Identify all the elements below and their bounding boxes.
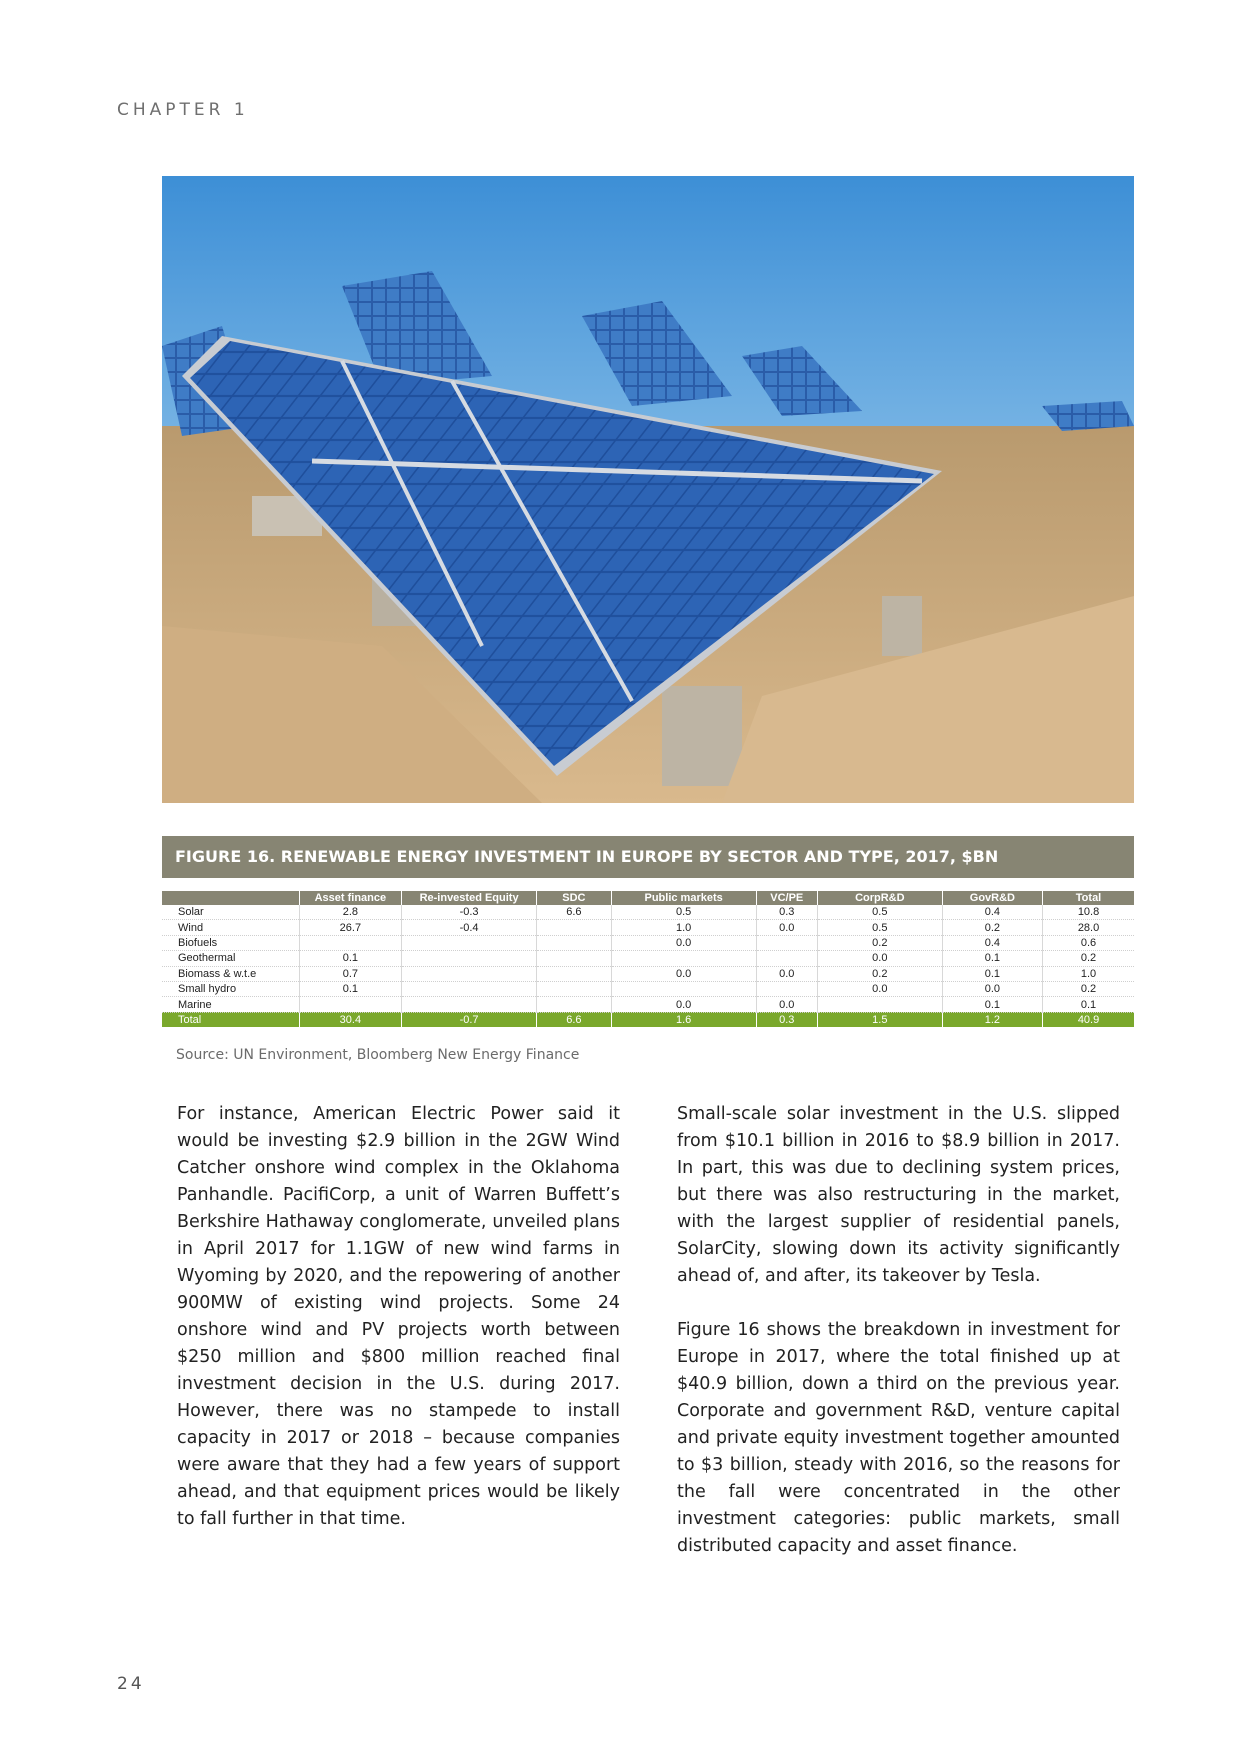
row-label: Marine bbox=[162, 997, 299, 1012]
table-cell bbox=[402, 951, 537, 966]
row-label: Biomass & w.t.e bbox=[162, 966, 299, 981]
table-cell bbox=[402, 981, 537, 996]
table-cell: 0.3 bbox=[756, 905, 817, 920]
row-label: Small hydro bbox=[162, 981, 299, 996]
page-number: 24 bbox=[117, 1674, 145, 1694]
table-cell: 10.8 bbox=[1043, 905, 1134, 920]
column-header: Public markets bbox=[611, 891, 756, 905]
table-cell: 0.0 bbox=[817, 981, 942, 996]
table-cell bbox=[756, 981, 817, 996]
table-row bbox=[162, 920, 1134, 935]
table-cell: 0.4 bbox=[942, 935, 1042, 950]
column-header bbox=[162, 891, 299, 905]
table-cell: 1.5 bbox=[817, 1012, 942, 1027]
column-header: GovR&D bbox=[942, 891, 1042, 905]
table-cell: 0.0 bbox=[611, 997, 756, 1012]
table-cell bbox=[537, 997, 612, 1012]
column-header: Asset finance bbox=[299, 891, 402, 905]
table-cell: 0.6 bbox=[1043, 935, 1134, 950]
table-cell bbox=[299, 997, 402, 1012]
table-cell: 0.0 bbox=[817, 951, 942, 966]
row-label: Wind bbox=[162, 920, 299, 935]
table-cell bbox=[537, 951, 612, 966]
row-label: Biofuels bbox=[162, 935, 299, 950]
table-cell: -0.7 bbox=[402, 1012, 537, 1027]
body-column-left bbox=[177, 1101, 620, 1560]
table-cell bbox=[402, 935, 537, 950]
table-header-row bbox=[162, 891, 1134, 905]
table-row bbox=[162, 981, 1134, 996]
table-cell: 0.1 bbox=[942, 966, 1042, 981]
table-cell: 0.0 bbox=[942, 981, 1042, 996]
table-cell bbox=[299, 935, 402, 950]
table-cell bbox=[402, 966, 537, 981]
table-cell bbox=[537, 920, 612, 935]
table-cell: 26.7 bbox=[299, 920, 402, 935]
solar-panels-photo bbox=[162, 176, 1134, 803]
table-cell: 0.0 bbox=[611, 966, 756, 981]
table-row bbox=[162, 966, 1134, 981]
row-label: Total bbox=[162, 1012, 299, 1027]
table-cell bbox=[611, 951, 756, 966]
paragraph: Small-scale solar investment in the U.S. slipped from $10.1 billion in 2016 to $8.9 billion in 2017. In part, this was due to declining system prices, but there was also restructuring in the market, with the largest supplier of residential panels, SolarCity, slowing down its activity significantly ahead of, and after, its takeover by Tesla. bbox=[677, 1104, 1120, 1286]
table-cell: 0.3 bbox=[756, 1012, 817, 1027]
table-row bbox=[162, 997, 1134, 1012]
table-cell: -0.4 bbox=[402, 920, 537, 935]
table-cell: 0.1 bbox=[299, 951, 402, 966]
table-cell: 0.5 bbox=[817, 920, 942, 935]
table-cell bbox=[611, 981, 756, 996]
table-cell: 1.2 bbox=[942, 1012, 1042, 1027]
row-label: Geothermal bbox=[162, 951, 299, 966]
body-column-right bbox=[677, 1101, 1120, 1587]
table-cell: 0.1 bbox=[942, 951, 1042, 966]
table-cell: 0.7 bbox=[299, 966, 402, 981]
column-header: VC/PE bbox=[756, 891, 817, 905]
table-cell: 0.2 bbox=[817, 966, 942, 981]
chapter-label: CHAPTER 1 bbox=[117, 100, 249, 120]
column-header: CorpR&D bbox=[817, 891, 942, 905]
table-cell: 0.0 bbox=[756, 920, 817, 935]
table-cell: 6.6 bbox=[537, 905, 612, 920]
table-cell: 0.5 bbox=[817, 905, 942, 920]
table-cell: 0.0 bbox=[611, 935, 756, 950]
table-cell: 0.1 bbox=[1043, 997, 1134, 1012]
table-cell: 28.0 bbox=[1043, 920, 1134, 935]
table-row bbox=[162, 951, 1134, 966]
figure-title: FIGURE 16. RENEWABLE ENERGY INVESTMENT IN EUROPE BY SECTOR AND TYPE, 2017, $BN bbox=[162, 836, 1134, 878]
table-cell bbox=[756, 935, 817, 950]
table-cell: 0.1 bbox=[299, 981, 402, 996]
table-cell: 1.0 bbox=[611, 920, 756, 935]
table-cell: 0.2 bbox=[1043, 951, 1134, 966]
table-row bbox=[162, 935, 1134, 950]
paragraph: For instance, American Electric Power said it would be investing $2.9 billion in the 2GW Wind Catcher onshore wind complex in the Oklahoma Panhandle. PacifiCorp, a unit of Warren Buffett’s Berkshire Hathaway conglomerate, unveiled plans in April 2017 for 1.1GW of new wind farms in Wyoming by 2020, and the repowering of another 900MW of existing wind projects. Some 24 onshore wind and PV projects worth between $250 million and $800 million reached final investment decision in the U.S. during 2017. However, there was no stampede to install capacity in 2017 or 2018 – because companies were aware that they had a few years of support ahead, and that equipment prices would be likely to fall further in that time. bbox=[177, 1104, 620, 1529]
table-cell bbox=[817, 997, 942, 1012]
table-cell: 0.2 bbox=[817, 935, 942, 950]
table-cell: 0.2 bbox=[942, 920, 1042, 935]
table-cell: 0.5 bbox=[611, 905, 756, 920]
table-cell bbox=[537, 981, 612, 996]
column-header: SDC bbox=[537, 891, 612, 905]
table-cell: 0.4 bbox=[942, 905, 1042, 920]
investment-table bbox=[162, 891, 1134, 1027]
table-cell bbox=[402, 997, 537, 1012]
figure-source: Source: UN Environment, Bloomberg New Energy Finance bbox=[176, 1047, 580, 1063]
table-cell: 1.6 bbox=[611, 1012, 756, 1027]
table-cell: 30.4 bbox=[299, 1012, 402, 1027]
table-cell bbox=[756, 951, 817, 966]
paragraph: Figure 16 shows the breakdown in investment for Europe in 2017, where the total finished up at $40.9 billion, down a third on the previous year. Corporate and government R&D, venture capital and private equity investment together amounted to $3 billion, steady with 2016, so the reasons for the fall were concentrated in the other investment categories: public markets, small distributed capacity and asset finance. bbox=[677, 1320, 1120, 1556]
table-cell bbox=[537, 966, 612, 981]
table-cell: 0.0 bbox=[756, 997, 817, 1012]
table-cell: 0.0 bbox=[756, 966, 817, 981]
column-header: Re-invested Equity bbox=[402, 891, 537, 905]
table-cell: 6.6 bbox=[537, 1012, 612, 1027]
table-cell: -0.3 bbox=[402, 905, 537, 920]
table-cell: 40.9 bbox=[1043, 1012, 1134, 1027]
table-cell: 1.0 bbox=[1043, 966, 1134, 981]
table-total-row bbox=[162, 1012, 1134, 1027]
table-cell: 0.2 bbox=[1043, 981, 1134, 996]
table-cell bbox=[537, 935, 612, 950]
table-cell: 2.8 bbox=[299, 905, 402, 920]
table-row bbox=[162, 905, 1134, 920]
column-header: Total bbox=[1043, 891, 1134, 905]
table-cell: 0.1 bbox=[942, 997, 1042, 1012]
row-label: Solar bbox=[162, 905, 299, 920]
